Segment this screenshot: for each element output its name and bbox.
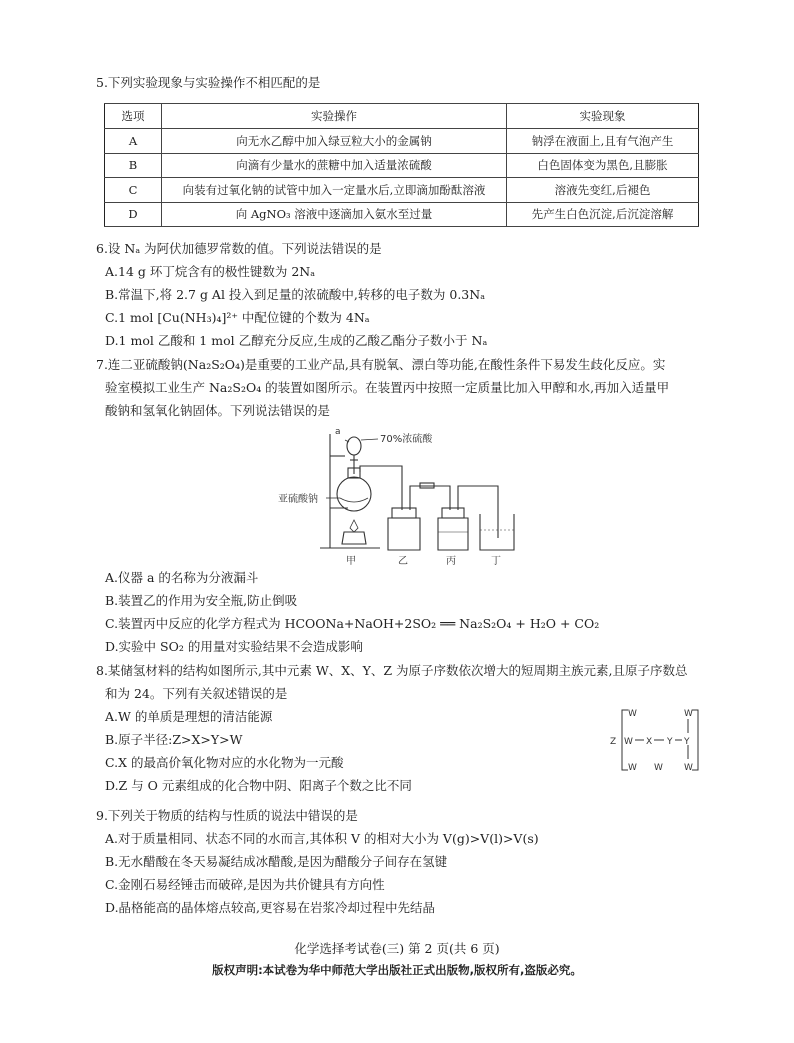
flask-liquid	[340, 498, 368, 502]
q5-table	[104, 103, 699, 227]
q6-option-d: D.1 mol 乙酸和 1 mol 乙醇充分反应,生成的乙酸乙酯分子数小于 Nₐ	[105, 333, 488, 348]
bottle-bing-stopper	[442, 508, 464, 518]
page-footer: 化学选择考试卷(三) 第 2 页(共 6 页)	[294, 941, 500, 956]
alcohol-lamp	[342, 532, 366, 544]
flame	[350, 520, 358, 532]
q8-structure-figure	[608, 704, 708, 776]
q9-option-c: C.金刚石易经锤击而破碎,是因为共价键具有方向性	[105, 877, 385, 892]
q6-option-c: C.1 mol [Cu(NH₃)₄]²⁺ 中配位键的个数为 4Nₐ	[105, 310, 370, 325]
label-salt: 亚硫酸钠	[278, 494, 318, 505]
table-cell: 钠浮在液面上,且有气泡产生	[507, 129, 699, 154]
table-cell: D	[105, 202, 162, 227]
q7-option-c: C.装置丙中反应的化学方程式为 HCOONa+NaOH+2SO₂ ══ Na₂S₂O₄ + H₂O + CO₂	[105, 616, 600, 631]
q9-option-d: D.晶格能高的晶体熔点较高,更容易在岩浆冷却过程中先结晶	[105, 900, 436, 915]
table-cell: A	[105, 129, 162, 154]
header-operation: 实验操作	[162, 104, 507, 129]
q8-option-d: D.Z 与 O 元素组成的化合物中阴、阳离子个数之比不同	[105, 778, 412, 793]
label-ding: 丁	[491, 556, 501, 566]
q7-apparatus-figure	[270, 426, 540, 566]
q6-stem: 6.设 Nₐ 为阿伏加德罗常数的值。下列说法错误的是	[96, 241, 382, 256]
q8-option-c: C.X 的最高价氧化物对应的水化物为一元酸	[105, 755, 344, 770]
atom-z: Z	[610, 737, 617, 747]
q6-option-a: A.14 g 环丁烷含有的极性键数为 2Nₐ	[105, 264, 316, 279]
atom-w-bottom-3: W	[684, 763, 693, 773]
table-cell: C	[105, 178, 162, 203]
funnel-a	[347, 437, 361, 455]
bottle-yi-stopper	[392, 508, 416, 518]
atom-x: X	[646, 737, 653, 747]
q8-option-b: B.原子半径:Z>X>Y>W	[105, 732, 243, 747]
table-row	[105, 178, 699, 203]
atom-w-left: W	[624, 737, 633, 747]
table-row	[105, 202, 699, 227]
beaker-ding	[480, 514, 514, 550]
bottle-bing	[438, 518, 468, 550]
atom-y-2: Y	[684, 737, 690, 747]
q8-option-a: A.W 的单质是理想的清洁能源	[105, 709, 273, 724]
right-bracket	[692, 710, 698, 770]
bottle-yi	[388, 518, 420, 550]
table-row	[105, 153, 699, 178]
table-cell: 白色固体变为黑色,且膨胀	[507, 153, 699, 178]
round-bottom-flask	[337, 477, 371, 511]
table-cell: 溶液先变红,后褪色	[507, 178, 699, 203]
table-cell: 向 AgNO₃ 溶液中逐滴加入氨水至过量	[162, 202, 507, 227]
q7-option-b: B.装置乙的作用为安全瓶,防止倒吸	[105, 593, 298, 608]
label-bing: 丙	[446, 556, 456, 566]
header-phenomenon: 实验现象	[507, 104, 699, 129]
table-row	[105, 129, 699, 154]
q7-option-d: D.实验中 SO₂ 的用量对实验结果不会造成影响	[105, 639, 363, 654]
q7-option-a: A.仪器 a 的名称为分液漏斗	[105, 570, 259, 585]
q8-stem-line-1: 8.某储氢材料的结构如图所示,其中元素 W、X、Y、Z 为原子序数依次增大的短周期主族元素,且原子序数总	[96, 663, 688, 678]
label-a: a	[335, 427, 341, 437]
atom-w-bottom-2: W	[654, 763, 663, 773]
table-cell: 先产生白色沉淀,后沉淀溶解	[507, 202, 699, 227]
label-yi: 乙	[398, 556, 408, 566]
header-option: 选项	[105, 104, 162, 129]
atom-y: Y	[667, 737, 673, 747]
q8-stem-line-2: 和为 24。下列有关叙述错误的是	[105, 686, 288, 701]
q7-stem-line-1: 7.连二亚硫酸钠(Na₂S₂O₄)是重要的工业产品,具有脱氧、漂白等功能,在酸性条件下易发生歧化反应。实	[96, 357, 666, 372]
label-jia: 甲	[346, 556, 356, 566]
label-acid: 70%浓硫酸	[380, 434, 433, 445]
q9-stem: 9.下列关于物质的结构与性质的说法中错误的是	[96, 808, 358, 823]
q6-option-b: B.常温下,将 2.7 g Al 投入到足量的浓硫酸中,转移的电子数为 0.3Nₐ	[105, 287, 486, 302]
tube-jia-yi	[360, 466, 402, 510]
atom-w-bottom-1: W	[628, 763, 637, 773]
q7-stem-line-3: 酸钠和氢氧化钠固体。下列说法错误的是	[105, 403, 331, 418]
copyright-notice: 版权声明:本试卷为华中师范大学出版社正式出版物,版权所有,盗版必究。	[212, 963, 582, 977]
table-cell: 向装有过氧化钠的试管中加入一定量水后,立即滴加酚酞溶液	[162, 178, 507, 203]
atom-w-top-1: W	[628, 709, 637, 719]
atom-w-top-2: W	[684, 709, 693, 719]
label-pointer-acid	[361, 439, 378, 440]
q5-stem: 5.下列实验现象与实验操作不相匹配的是	[96, 75, 321, 90]
table-cell: 向无水乙醇中加入绿豆粒大小的金属钠	[162, 129, 507, 154]
q7-stem-line-2: 验室模拟工业生产 Na₂S₂O₄ 的装置如图所示。在装置丙中按照一定质量比加入甲醇和水,再加入适量甲	[105, 380, 670, 395]
q9-option-b: B.无水醋酸在冬天易凝结成冰醋酸,是因为醋酸分子间存在氢键	[105, 854, 448, 869]
table-header-row	[105, 104, 699, 129]
tube-yi-bing	[410, 486, 450, 510]
q9-option-a: A.对于质量相同、状态不同的水而言,其体积 V 的相对大小为 V(g)>V(l)>V(s)	[105, 831, 539, 846]
table-cell: 向滴有少量水的蔗糖中加入适量浓硫酸	[162, 153, 507, 178]
table-cell: B	[105, 153, 162, 178]
